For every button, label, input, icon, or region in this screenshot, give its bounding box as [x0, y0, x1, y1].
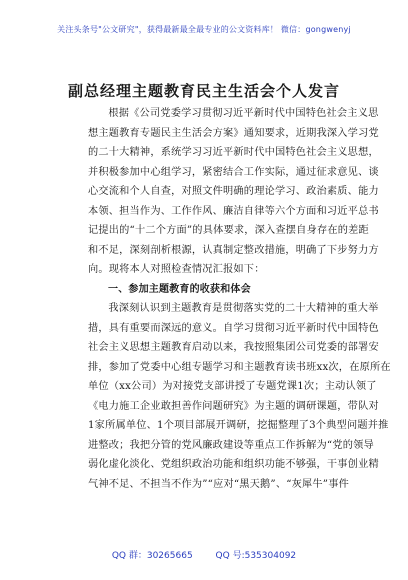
text-line: 进整改；我把分管的党风廉政建设等重点工作拆解为“党的领导	[88, 439, 374, 451]
text-line: 并积极参加中心组学习，紧密结合工作实际，通过征求意见、谈	[88, 166, 379, 178]
text-line: 根据《公司党委学习贯彻习近平新时代中国特色社会主义思	[108, 108, 379, 119]
text-line: 心交流和个人自查，对照文件明确的理论学习、政治素质、能力	[88, 186, 379, 197]
text-line: 想主题教育专题民主生活会方案》通知要求，近期我深入学习党	[88, 127, 379, 139]
qq-number-text: QQ 号:535304092	[215, 551, 297, 561]
text-line: 气神不足、不担当不作为”“应对“黑天鹅”、“灰犀牛”事件	[88, 478, 349, 490]
text-line: 我深刻认识到主题教育是贯彻落实党的二十大精神的重大举	[108, 303, 379, 314]
text-line: 单位（xx公司）为对接党支部讲授了专题党课1次；主动认领了	[88, 381, 377, 392]
footer-contact	[0, 548, 408, 561]
text-line: 措，具有重要而深远的意义。自学习贯彻习近平新时代中国特色	[88, 322, 379, 334]
text-line: 本领、担当作为、工作作风、廉洁自律等六个方面和习近平总书	[88, 205, 379, 217]
text-line: 的二十大精神，系统学习习近平新时代中国特色社会主义思想，	[88, 147, 379, 158]
document-title: 副总经理主题教育民主生活会个人发言	[67, 82, 340, 100]
text-line: 排，参加了党委中心组专题学习和主题教育读书班xx次，在原所在	[88, 361, 391, 373]
text-line: 社会主义思想主题教育启动以来，我按照集团公司党委的部署安	[88, 342, 379, 353]
text-line: 记提出的“十二个方面”的具体要求，深入查摆自身存在的差距	[88, 225, 369, 236]
header-banner: 关注头条号"公文研究"，获得最新最全最专业的公文资料库！ 微信：gongwenyj	[57, 25, 351, 34]
qq-group-text: QQ 群：30265665	[111, 551, 193, 561]
text-line: 1家所属单位、1个项目部展开调研，挖掘整理了3个典型问题并推	[88, 420, 389, 431]
section-heading: 一、参加主题教育的收获和体会	[108, 283, 251, 295]
text-line: 和不足，深刻剖析根源，认真制定整改措施，明确了下步努力方	[88, 244, 379, 256]
text-line: 《电力施工企业敢担善作问题研究》为主题的调研课题，带队对	[88, 400, 379, 412]
document-body	[88, 104, 391, 494]
text-line: 向。现将本人对照检查情况汇报如下：	[88, 264, 265, 275]
text-line: 弱化虚化淡化、党组织政治功能和组织功能不够强，干事创业精	[88, 459, 379, 470]
